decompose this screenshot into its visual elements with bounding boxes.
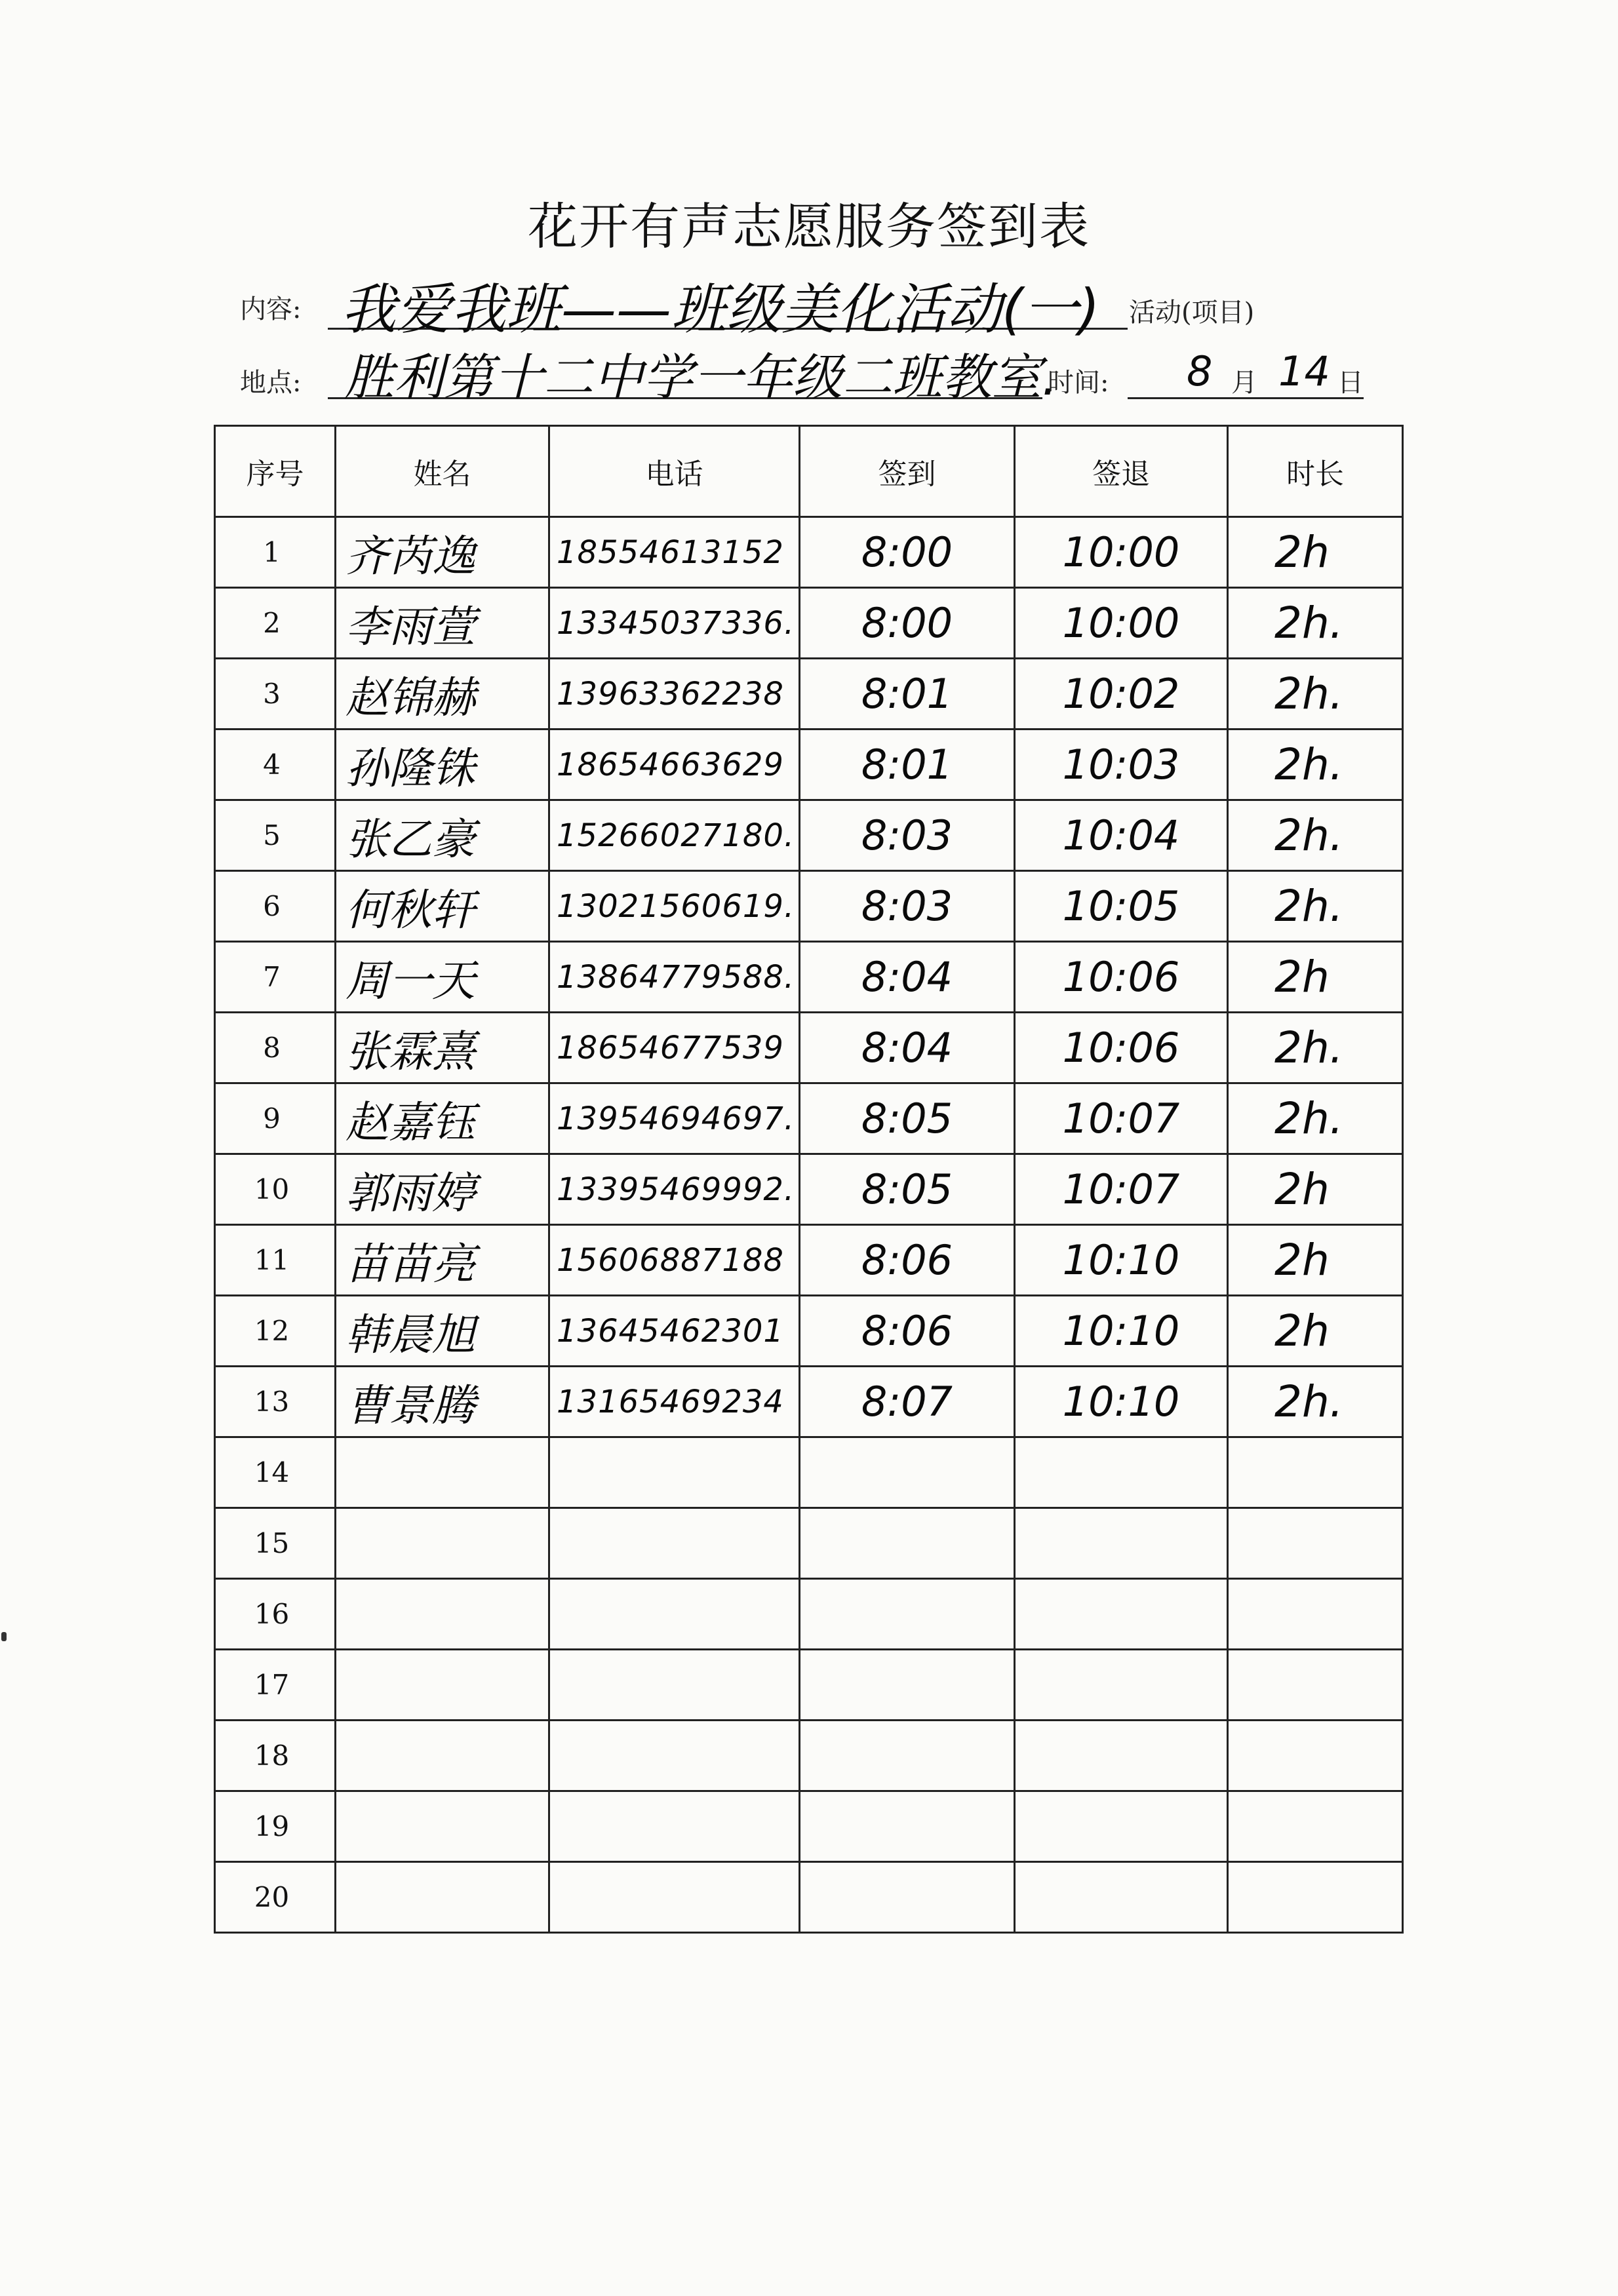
row-sign-in: 8:04	[800, 942, 1015, 1013]
location-value: 胜利第十二中学一年级二班教室.	[344, 348, 1058, 406]
row-duration	[1228, 1508, 1403, 1579]
row-sign-out: 10:06	[1015, 942, 1228, 1013]
row-phone: 13395469992.	[549, 1154, 800, 1225]
row-index: 7	[215, 942, 336, 1013]
row-phone: 13021560619.	[549, 871, 800, 942]
row-phone: 13963362238	[549, 659, 800, 730]
row-phone: 13645462301	[549, 1296, 800, 1367]
row-index: 5	[215, 800, 336, 871]
row-phone	[549, 1437, 800, 1508]
row-sign-in	[800, 1508, 1015, 1579]
sign-in-table	[214, 425, 1404, 1934]
row-duration	[1228, 1791, 1403, 1862]
table-row	[215, 1437, 1403, 1508]
row-sign-in	[800, 1862, 1015, 1933]
row-sign-out: 10:04	[1015, 800, 1228, 871]
row-name: 孙隆铢	[336, 730, 549, 800]
row-sign-out	[1015, 1437, 1228, 1508]
row-sign-in: 8:01	[800, 659, 1015, 730]
row-name: 苗苗亮	[336, 1225, 549, 1296]
row-duration: 2h.	[1228, 871, 1403, 942]
row-name: 齐芮逸	[336, 517, 549, 588]
content-label: 内容:	[240, 294, 302, 324]
row-name: 赵嘉钰	[336, 1083, 549, 1154]
month-value: 8	[1187, 347, 1213, 395]
table-header-row	[215, 426, 1403, 517]
row-phone	[549, 1721, 800, 1791]
row-index: 19	[215, 1791, 336, 1862]
row-sign-in: 8:03	[800, 800, 1015, 871]
row-duration: 2h.	[1228, 1367, 1403, 1437]
row-sign-out: 10:06	[1015, 1013, 1228, 1083]
table-row	[215, 659, 1403, 730]
header-name: 姓名	[336, 426, 549, 517]
row-phone: 15266027180.	[549, 800, 800, 871]
row-name	[336, 1579, 549, 1650]
content-value: 我爱我班——班级美化活动(一)	[341, 277, 1100, 341]
row-name	[336, 1721, 549, 1791]
row-duration: 2h	[1228, 1154, 1403, 1225]
table-row	[215, 1650, 1403, 1721]
row-sign-in: 8:03	[800, 871, 1015, 942]
row-phone: 13864779588.	[549, 942, 800, 1013]
row-phone: 13954694697.	[549, 1083, 800, 1154]
row-index: 20	[215, 1862, 336, 1933]
row-sign-in: 8:01	[800, 730, 1015, 800]
row-index: 12	[215, 1296, 336, 1367]
table-row	[215, 588, 1403, 659]
row-sign-out: 10:10	[1015, 1367, 1228, 1437]
row-phone	[549, 1791, 800, 1862]
header-duration: 时长	[1228, 426, 1403, 517]
row-name: 曹景腾	[336, 1367, 549, 1437]
row-phone: 13165469234	[549, 1367, 800, 1437]
row-sign-out: 10:02	[1015, 659, 1228, 730]
day-value: 14	[1278, 347, 1330, 395]
row-name: 郭雨婷	[336, 1154, 549, 1225]
row-duration	[1228, 1862, 1403, 1933]
row-index: 14	[215, 1437, 336, 1508]
row-duration: 2h	[1228, 1225, 1403, 1296]
table-row	[215, 1296, 1403, 1367]
row-index: 9	[215, 1083, 336, 1154]
row-sign-in: 8:06	[800, 1296, 1015, 1367]
header-sign-out: 签退	[1015, 426, 1228, 517]
row-name	[336, 1650, 549, 1721]
row-sign-out	[1015, 1508, 1228, 1579]
row-name	[336, 1862, 549, 1933]
header-phone: 电话	[549, 426, 800, 517]
row-index: 17	[215, 1650, 336, 1721]
row-sign-in: 8:00	[800, 588, 1015, 659]
row-phone: 18654677539	[549, 1013, 800, 1083]
time-label: 时间:	[1048, 368, 1109, 398]
row-index: 6	[215, 871, 336, 942]
row-phone: 18554613152	[549, 517, 800, 588]
row-index: 18	[215, 1721, 336, 1791]
page-title: 花开有声志愿服务签到表	[528, 197, 1090, 256]
row-duration: 2h.	[1228, 1013, 1403, 1083]
row-name	[336, 1508, 549, 1579]
row-sign-out: 10:00	[1015, 517, 1228, 588]
header-sign-in: 签到	[800, 426, 1015, 517]
row-index: 16	[215, 1579, 336, 1650]
table-row	[215, 1508, 1403, 1579]
row-sign-out: 10:07	[1015, 1154, 1228, 1225]
table-row	[215, 1791, 1403, 1862]
table-row	[215, 517, 1403, 588]
row-sign-in	[800, 1721, 1015, 1791]
row-sign-out: 10:00	[1015, 588, 1228, 659]
table-row	[215, 871, 1403, 942]
day-unit: 日	[1337, 368, 1364, 398]
row-sign-in: 8:00	[800, 517, 1015, 588]
row-phone: 13345037336.	[549, 588, 800, 659]
table-row	[215, 1579, 1403, 1650]
scan-mark	[1, 1632, 7, 1641]
row-sign-out: 10:10	[1015, 1296, 1228, 1367]
row-sign-in	[800, 1650, 1015, 1721]
row-duration: 2h.	[1228, 800, 1403, 871]
row-phone	[549, 1508, 800, 1579]
row-sign-in: 8:06	[800, 1225, 1015, 1296]
row-duration: 2h.	[1228, 588, 1403, 659]
row-sign-in	[800, 1437, 1015, 1508]
row-index: 10	[215, 1154, 336, 1225]
row-index: 13	[215, 1367, 336, 1437]
row-phone	[549, 1650, 800, 1721]
row-duration: 2h	[1228, 942, 1403, 1013]
row-sign-in: 8:07	[800, 1367, 1015, 1437]
row-sign-out: 10:07	[1015, 1083, 1228, 1154]
table-row	[215, 800, 1403, 871]
row-sign-in: 8:05	[800, 1083, 1015, 1154]
table-row	[215, 1862, 1403, 1933]
row-duration: 2h.	[1228, 659, 1403, 730]
row-name	[336, 1791, 549, 1862]
row-name: 何秋轩	[336, 871, 549, 942]
row-sign-out	[1015, 1579, 1228, 1650]
table-row	[215, 1367, 1403, 1437]
row-duration: 2h.	[1228, 730, 1403, 800]
row-index: 1	[215, 517, 336, 588]
row-name: 韩晨旭	[336, 1296, 549, 1367]
header-index: 序号	[215, 426, 336, 517]
row-name: 张霖熹	[336, 1013, 549, 1083]
row-duration: 2h	[1228, 1296, 1403, 1367]
row-sign-out	[1015, 1650, 1228, 1721]
row-name: 张乙豪	[336, 800, 549, 871]
content-suffix: 活动(项目)	[1129, 298, 1255, 328]
row-sign-out: 10:10	[1015, 1225, 1228, 1296]
row-duration: 2h.	[1228, 1083, 1403, 1154]
row-phone	[549, 1862, 800, 1933]
row-sign-in	[800, 1791, 1015, 1862]
row-index: 15	[215, 1508, 336, 1579]
row-duration	[1228, 1437, 1403, 1508]
table-row	[215, 1013, 1403, 1083]
row-index: 4	[215, 730, 336, 800]
month-unit: 月	[1231, 368, 1257, 398]
row-phone	[549, 1579, 800, 1650]
location-label: 地点:	[240, 368, 302, 398]
row-sign-in	[800, 1579, 1015, 1650]
row-duration	[1228, 1721, 1403, 1791]
table-row	[215, 1721, 1403, 1791]
row-sign-out: 10:05	[1015, 871, 1228, 942]
row-name: 李雨萱	[336, 588, 549, 659]
row-duration: 2h	[1228, 517, 1403, 588]
row-index: 8	[215, 1013, 336, 1083]
row-sign-out	[1015, 1791, 1228, 1862]
row-index: 2	[215, 588, 336, 659]
row-sign-in: 8:04	[800, 1013, 1015, 1083]
row-phone: 15606887188	[549, 1225, 800, 1296]
table-row	[215, 1083, 1403, 1154]
row-duration	[1228, 1650, 1403, 1721]
row-name: 赵锦赫	[336, 659, 549, 730]
table-row	[215, 1154, 1403, 1225]
row-sign-in: 8:05	[800, 1154, 1015, 1225]
row-phone: 18654663629	[549, 730, 800, 800]
row-sign-out: 10:03	[1015, 730, 1228, 800]
table-row	[215, 942, 1403, 1013]
row-duration	[1228, 1579, 1403, 1650]
row-index: 11	[215, 1225, 336, 1296]
table-row	[215, 730, 1403, 800]
row-name: 周一天	[336, 942, 549, 1013]
row-index: 3	[215, 659, 336, 730]
row-sign-out	[1015, 1721, 1228, 1791]
row-sign-out	[1015, 1862, 1228, 1933]
table-row	[215, 1225, 1403, 1296]
row-name	[336, 1437, 549, 1508]
